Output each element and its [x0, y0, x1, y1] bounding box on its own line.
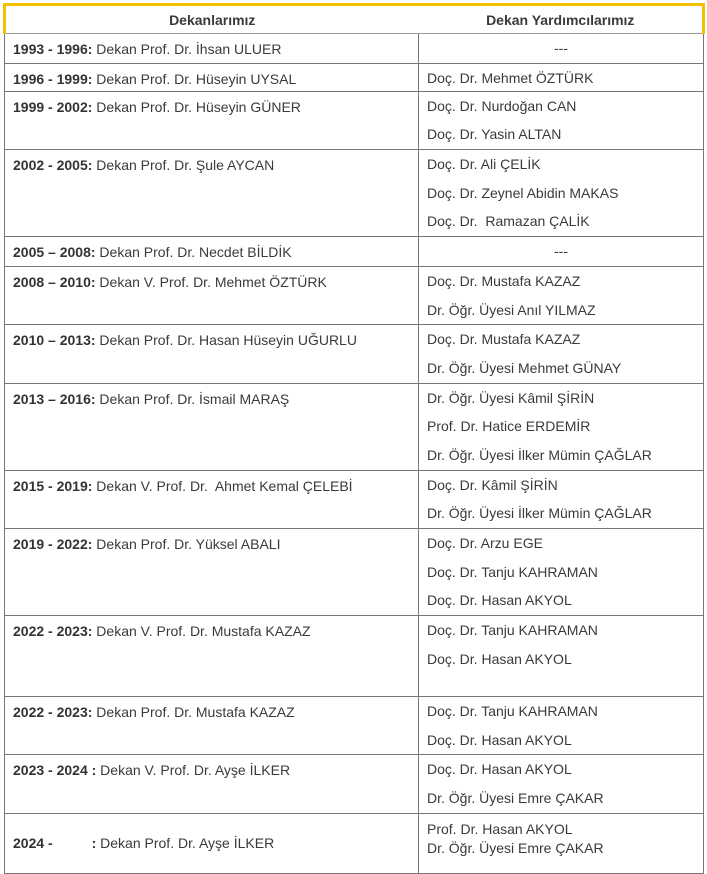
term-years: 1999 - 2002: — [13, 98, 93, 115]
vice-dean-name: Doç. Dr. Zeynel Abidin MAKAS — [427, 184, 619, 201]
term-years: 2022 - 2023: — [13, 704, 93, 721]
table-row — [5, 813, 704, 873]
vice-deans-cell — [419, 91, 704, 149]
vice-dean-name: Doç. Dr. Hasan AKYOL — [427, 731, 572, 748]
vice-deans-cell — [419, 616, 704, 697]
table-body — [5, 34, 704, 874]
vice-dean-name: Dr. Öğr. Üyesi Kâmil ŞİRİN — [427, 389, 595, 406]
term-years: 2024 - : — [13, 835, 97, 852]
table-row — [5, 383, 704, 470]
term-years: 2005 – 2008: — [13, 244, 96, 261]
dean-cell — [5, 91, 419, 149]
table-row — [5, 616, 704, 697]
dean-cell — [5, 266, 419, 324]
vice-dean-name: Doç. Dr. Kâmil ŞİRİN — [427, 476, 558, 493]
dean-name: Dekan Prof. Dr. Hasan Hüseyin UĞURLU — [95, 332, 357, 349]
vice-dean-name: Doç. Dr. Tanju KAHRAMAN — [427, 563, 598, 580]
dean-cell — [5, 383, 419, 470]
dean-cell — [5, 237, 419, 267]
dean-name: Dekan Prof. Dr. Mustafa KAZAZ — [92, 704, 295, 721]
vice-dean-name: Doç. Dr. Tanju KAHRAMAN — [427, 622, 598, 639]
dean-name: Dekan Prof. Dr. İsmail MARAŞ — [95, 390, 290, 407]
vice-deans-cell — [419, 237, 704, 267]
dean-cell — [5, 470, 419, 528]
term-years: 1996 - 1999: — [13, 70, 93, 87]
table-row — [5, 470, 704, 528]
vice-dean-name: Dr. Öğr. Üyesi Emre ÇAKAR — [427, 790, 604, 807]
dean-cell — [5, 755, 419, 813]
vice-dean-name: Dr. Öğr. Üyesi Mehmet GÜNAY — [427, 359, 622, 376]
dean-cell — [5, 813, 419, 873]
vice-dean-name: Prof. Dr. Hatice ERDEMİR — [427, 418, 591, 435]
vice-dean-name: Dr. Öğr. Üyesi Anıl YILMAZ — [427, 301, 596, 318]
dean-cell — [5, 697, 419, 755]
dean-name: Dekan Prof. Dr. Hüseyin GÜNER — [92, 98, 301, 115]
table-row — [5, 697, 704, 755]
vice-deans-cell — [419, 529, 704, 616]
vice-deans-cell — [419, 63, 704, 91]
vice-dean-name: --- — [554, 40, 568, 56]
vice-dean-name: Dr. Öğr. Üyesi İlker Mümin ÇAĞLAR — [427, 505, 652, 522]
vice-dean-name: Doç. Dr. Tanju KAHRAMAN — [427, 703, 598, 720]
vice-deans-cell — [419, 470, 704, 528]
vice-dean-name: Doç. Dr. Mustafa KAZAZ — [427, 272, 581, 289]
dean-name: Dekan Prof. Dr. Necdet BİLDİK — [95, 244, 292, 261]
vice-deans-cell — [419, 755, 704, 813]
dean-name: Dekan V. Prof. Dr. Mehmet ÖZTÜRK — [95, 273, 327, 290]
vice-deans-cell — [419, 383, 704, 470]
term-years: 2022 - 2023: — [13, 623, 93, 640]
deans-table-container — [3, 3, 702, 874]
dean-cell — [5, 616, 419, 697]
vice-dean-name: Doç. Dr. Nurdoğan CAN — [427, 97, 577, 114]
vice-dean-name: Doç. Dr. Hasan AKYOL — [427, 761, 572, 778]
table-row — [5, 325, 704, 383]
vice-deans-cell — [419, 325, 704, 383]
term-years: 2015 - 2019: — [13, 477, 93, 494]
dean-name: Dekan V. Prof. Dr. Ahmet Kemal ÇELEBİ — [92, 477, 353, 494]
term-years: 2008 – 2010: — [13, 273, 96, 290]
header-vice-deans: Dekan Yardımcılarımız — [419, 5, 704, 34]
term-years: 1993 - 1996: — [13, 41, 93, 57]
table-row — [5, 34, 704, 64]
table-row — [5, 755, 704, 813]
vice-dean-name: Doç. Dr. Ali ÇELİK — [427, 156, 541, 173]
dean-name: Dekan Prof. Dr. Ayşe İLKER — [96, 835, 275, 852]
dean-name: Dekan Prof. Dr. İhsan ULUER — [92, 41, 282, 57]
vice-dean-name: Doç. Dr. Hasan AKYOL — [427, 592, 572, 609]
vice-dean-name: Doç. Dr. Ramazan ÇALİK — [427, 213, 590, 230]
vice-deans-cell — [419, 34, 704, 64]
vice-dean-name: Doç. Dr. Mustafa KAZAZ — [427, 331, 581, 348]
vice-dean-name: Doç. Dr. Mehmet ÖZTÜRK — [427, 69, 594, 86]
dean-cell — [5, 325, 419, 383]
table-row — [5, 266, 704, 324]
table-row — [5, 91, 704, 149]
vice-dean-name: Prof. Dr. Hasan AKYOL — [427, 820, 573, 837]
vice-dean-name: Dr. Öğr. Üyesi İlker Mümin ÇAĞLAR — [427, 446, 652, 463]
vice-deans-cell — [419, 150, 704, 237]
dean-name: Dekan Prof. Dr. Şule AYCAN — [92, 157, 275, 174]
term-years: 2010 – 2013: — [13, 332, 96, 349]
dean-name: Dekan Prof. Dr. Yüksel ABALI — [92, 536, 281, 552]
term-years: 2013 – 2016: — [13, 390, 96, 407]
table-row — [5, 237, 704, 267]
table-header-row — [5, 5, 704, 34]
table-row — [5, 63, 704, 91]
vice-dean-name: Doç. Dr. Yasin ALTAN — [427, 126, 562, 143]
table-row — [5, 529, 704, 616]
dean-cell — [5, 150, 419, 237]
vice-dean-name: Doç. Dr. Arzu EGE — [427, 535, 543, 551]
dean-name: Dekan V. Prof. Dr. Mustafa KAZAZ — [92, 623, 311, 640]
dean-name: Dekan V. Prof. Dr. Ayşe İLKER — [96, 762, 291, 779]
vice-dean-name: Dr. Öğr. Üyesi Emre ÇAKAR — [427, 839, 604, 856]
vice-deans-cell — [419, 697, 704, 755]
term-years: 2002 - 2005: — [13, 157, 93, 174]
dean-cell — [5, 34, 419, 64]
vice-dean-name: --- — [554, 243, 568, 260]
header-deans: Dekanlarımız — [5, 5, 419, 34]
dean-cell — [5, 63, 419, 91]
vice-deans-cell — [419, 813, 704, 873]
term-years: 2023 - 2024 : — [13, 762, 97, 779]
table-row — [5, 150, 704, 237]
dean-cell — [5, 529, 419, 616]
deans-table — [3, 3, 705, 874]
vice-deans-cell — [419, 266, 704, 324]
dean-name: Dekan Prof. Dr. Hüseyin UYSAL — [92, 70, 297, 87]
vice-dean-name: Doç. Dr. Hasan AKYOL — [427, 650, 572, 667]
term-years: 2019 - 2022: — [13, 536, 93, 552]
